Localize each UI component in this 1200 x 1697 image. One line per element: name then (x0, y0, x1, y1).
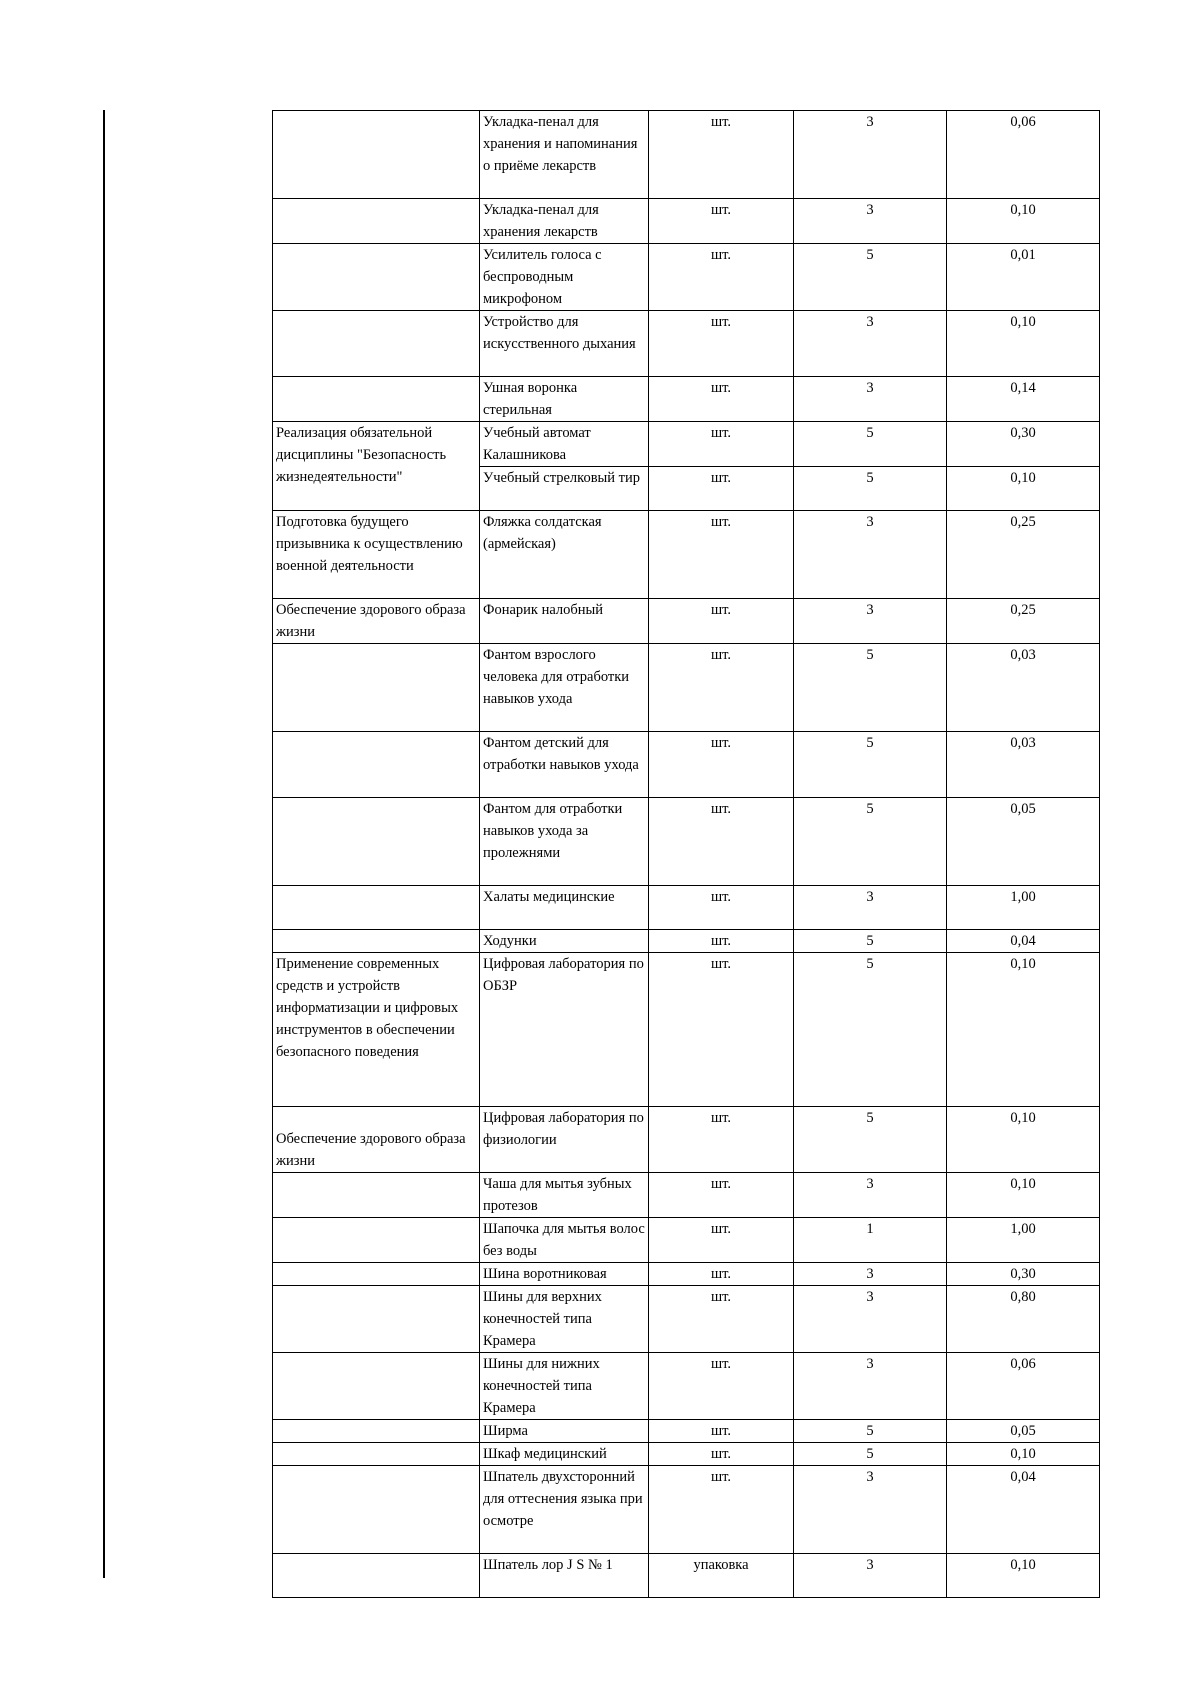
section-cell: Обеспечение здорового образа жизни (273, 1107, 480, 1173)
unit-cell: шт. (649, 953, 794, 1107)
item-cell: Шпатель двухсторонний для оттеснения языка при осмотре (480, 1466, 649, 1554)
value-cell: 0,80 (947, 1286, 1100, 1353)
unit-cell: шт. (649, 1173, 794, 1218)
item-cell: Фонарик налобный (480, 599, 649, 644)
item-cell: Учебный стрелковый тир (480, 467, 649, 511)
value-cell: 0,10 (947, 467, 1100, 511)
value-cell: 0,04 (947, 1466, 1100, 1554)
unit-cell: шт. (649, 467, 794, 511)
qty-cell: 3 (794, 886, 947, 930)
table-row (273, 1218, 1100, 1263)
section-cell (273, 886, 480, 930)
value-cell: 0,01 (947, 244, 1100, 311)
table-row (273, 1173, 1100, 1218)
table-row (273, 1554, 1100, 1598)
section-cell (273, 732, 480, 798)
value-cell: 0,25 (947, 511, 1100, 599)
qty-cell: 3 (794, 199, 947, 244)
section-cell: Обеспечение здорового образа жизни (273, 599, 480, 644)
item-cell: Фантом взрослого человека для отработки навыков ухода (480, 644, 649, 732)
section-cell: Применение современных средств и устройств информатизации и цифровых инструментов в обеспечении безопасного поведения (273, 953, 480, 1107)
table-row (273, 953, 1100, 1107)
qty-cell: 3 (794, 111, 947, 199)
value-cell: 0,30 (947, 1263, 1100, 1286)
unit-cell: шт. (649, 886, 794, 930)
section-cell (273, 1554, 480, 1598)
section-cell (273, 1218, 480, 1263)
unit-cell: шт. (649, 798, 794, 886)
qty-cell: 5 (794, 732, 947, 798)
table-row (273, 511, 1100, 599)
value-cell: 0,10 (947, 1443, 1100, 1466)
qty-cell: 3 (794, 1353, 947, 1420)
item-cell: Цифровая лаборатория по физиологии (480, 1107, 649, 1173)
table-row (273, 644, 1100, 732)
unit-cell: шт. (649, 930, 794, 953)
section-cell (273, 1466, 480, 1554)
unit-cell: шт. (649, 311, 794, 377)
section-cell: Подготовка будущего призывника к осуществлению военной деятельности (273, 511, 480, 599)
item-cell: Шпатель лор J S № 1 (480, 1554, 649, 1598)
section-cell (273, 199, 480, 244)
value-cell: 0,03 (947, 732, 1100, 798)
unit-cell: шт. (649, 377, 794, 422)
item-cell: Ширма (480, 1420, 649, 1443)
item-cell: Шина воротниковая (480, 1263, 649, 1286)
qty-cell: 5 (794, 467, 947, 511)
qty-cell: 5 (794, 244, 947, 311)
item-cell: Укладка-пенал для хранения лекарств (480, 199, 649, 244)
qty-cell: 3 (794, 1554, 947, 1598)
qty-cell: 5 (794, 953, 947, 1107)
item-cell: Усилитель голоса с беспроводным микрофоном (480, 244, 649, 311)
table-row (273, 886, 1100, 930)
unit-cell: шт. (649, 599, 794, 644)
section-cell (273, 244, 480, 311)
item-cell: Ушная воронка стерильная (480, 377, 649, 422)
table-row (273, 1107, 1100, 1173)
value-cell: 0,03 (947, 644, 1100, 732)
section-cell (273, 1420, 480, 1443)
unit-cell: шт. (649, 644, 794, 732)
table-row (273, 599, 1100, 644)
qty-cell: 5 (794, 1107, 947, 1173)
section-cell (273, 1286, 480, 1353)
value-cell: 0,10 (947, 1554, 1100, 1598)
item-cell: Учебный автомат Калашникова (480, 422, 649, 467)
unit-cell: шт. (649, 1420, 794, 1443)
qty-cell: 5 (794, 422, 947, 467)
item-cell: Ходунки (480, 930, 649, 953)
table-row (273, 199, 1100, 244)
unit-cell: шт. (649, 1443, 794, 1466)
item-cell: Фантом для отработки навыков ухода за пролежнями (480, 798, 649, 886)
unit-cell: шт. (649, 732, 794, 798)
table-row (273, 311, 1100, 377)
table-row (273, 798, 1100, 886)
item-cell: Цифровая лаборатория по ОБЗР (480, 953, 649, 1107)
unit-cell: шт. (649, 511, 794, 599)
item-cell: Фантом детский для отработки навыков ухода (480, 732, 649, 798)
item-cell: Шины для верхних конечностей типа Крамера (480, 1286, 649, 1353)
section-cell (273, 930, 480, 953)
table-row (273, 111, 1100, 199)
qty-cell: 3 (794, 311, 947, 377)
unit-cell: шт. (649, 1353, 794, 1420)
value-cell: 0,05 (947, 798, 1100, 886)
unit-cell: шт. (649, 199, 794, 244)
qty-cell: 3 (794, 1466, 947, 1554)
item-cell: Фляжка солдатская (армейская) (480, 511, 649, 599)
item-cell: Укладка-пенал для хранения и напоминания о приёме лекарств (480, 111, 649, 199)
unit-cell: шт. (649, 244, 794, 311)
table-row (273, 1263, 1100, 1286)
value-cell: 0,30 (947, 422, 1100, 467)
qty-cell: 3 (794, 1286, 947, 1353)
unit-cell: упаковка (649, 1554, 794, 1598)
value-cell: 0,10 (947, 199, 1100, 244)
unit-cell: шт. (649, 111, 794, 199)
section-cell (273, 1353, 480, 1420)
table-row (273, 1466, 1100, 1554)
item-cell: Шины для нижних конечностей типа Крамера (480, 1353, 649, 1420)
unit-cell: шт. (649, 1263, 794, 1286)
unit-cell: шт. (649, 1107, 794, 1173)
value-cell: 0,06 (947, 1353, 1100, 1420)
section-cell (273, 644, 480, 732)
table-row (273, 244, 1100, 311)
unit-cell: шт. (649, 1466, 794, 1554)
qty-cell: 5 (794, 644, 947, 732)
table-row (273, 377, 1100, 422)
section-cell (273, 311, 480, 377)
table-row (273, 732, 1100, 798)
qty-cell: 5 (794, 798, 947, 886)
qty-cell: 5 (794, 1443, 947, 1466)
qty-cell: 3 (794, 1263, 947, 1286)
value-cell: 0,10 (947, 1173, 1100, 1218)
value-cell: 1,00 (947, 1218, 1100, 1263)
section-cell (273, 1263, 480, 1286)
item-cell: Халаты медицинские (480, 886, 649, 930)
qty-cell: 5 (794, 1420, 947, 1443)
value-cell: 0,10 (947, 1107, 1100, 1173)
section-cell (273, 111, 480, 199)
qty-cell: 3 (794, 377, 947, 422)
value-cell: 0,10 (947, 311, 1100, 377)
qty-cell: 3 (794, 511, 947, 599)
section-cell: Реализация обязательной дисциплины "Безопасность жизнедеятельности" (273, 422, 480, 511)
table-row (273, 1353, 1100, 1420)
item-cell: Устройство для искусственного дыхания (480, 311, 649, 377)
section-cell (273, 1443, 480, 1466)
value-cell: 0,14 (947, 377, 1100, 422)
table-row (273, 1286, 1100, 1353)
value-cell: 0,25 (947, 599, 1100, 644)
table-row (273, 422, 1100, 467)
unit-cell: шт. (649, 1218, 794, 1263)
table-row (273, 1420, 1100, 1443)
item-cell: Шапочка для мытья волос без воды (480, 1218, 649, 1263)
item-cell: Чаша для мытья зубных протезов (480, 1173, 649, 1218)
item-cell: Шкаф медицинский (480, 1443, 649, 1466)
section-cell (273, 377, 480, 422)
section-cell (273, 1173, 480, 1218)
unit-cell: шт. (649, 1286, 794, 1353)
value-cell: 0,04 (947, 930, 1100, 953)
equipment-table (272, 110, 1100, 1598)
qty-cell: 3 (794, 599, 947, 644)
table-row (273, 930, 1100, 953)
qty-cell: 3 (794, 1173, 947, 1218)
section-cell (273, 798, 480, 886)
value-cell: 0,05 (947, 1420, 1100, 1443)
unit-cell: шт. (649, 422, 794, 467)
qty-cell: 5 (794, 930, 947, 953)
value-cell: 0,06 (947, 111, 1100, 199)
value-cell: 0,10 (947, 953, 1100, 1107)
table-row (273, 1443, 1100, 1466)
value-cell: 1,00 (947, 886, 1100, 930)
left-margin-line (103, 110, 105, 1578)
qty-cell: 1 (794, 1218, 947, 1263)
